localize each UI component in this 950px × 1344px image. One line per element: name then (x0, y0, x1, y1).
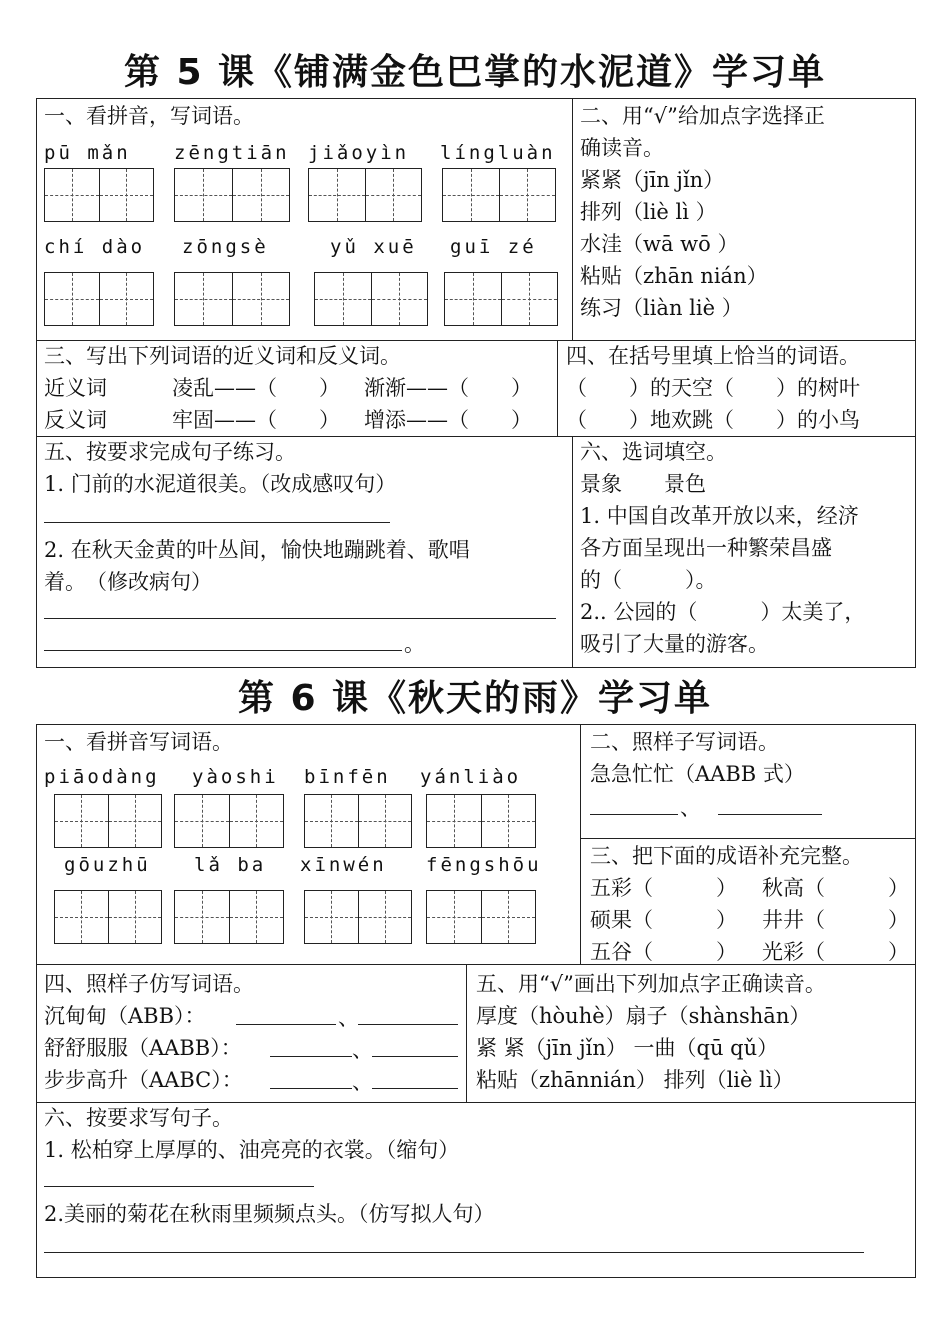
l5-s5-q1: 1. 门前的水泥道很美。（改成感叹句） (44, 472, 397, 496)
writing-grid[interactable] (54, 890, 162, 944)
l5-s4-heading: 四、在括号里填上恰当的词语。 (566, 344, 860, 368)
answer-line[interactable] (44, 522, 390, 523)
writing-grid[interactable] (174, 890, 284, 944)
l5-s1-pinyin: zēngtiān (174, 142, 290, 164)
answer-line[interactable] (270, 1056, 352, 1057)
l5-s1-pinyin: yǔ xuē (330, 236, 417, 258)
separator: 、 (352, 1038, 373, 1062)
l5-s2-heading: 二、用“√”给加点字选择正 (580, 104, 825, 128)
l6-s1-pinyin: gōuzhū (64, 854, 151, 876)
l5-s1-heading: 一、看拼音，写词语。 (44, 104, 254, 128)
pronunciation-item[interactable]: 排列（liè lì ） (580, 200, 717, 224)
l6-s2-example: 急急忙忙（AABB 式） (590, 762, 805, 786)
l6-s1-pinyin: bīnfēn (304, 766, 391, 788)
writing-grid[interactable] (54, 794, 162, 848)
separator: 、 (680, 796, 701, 820)
synonym-item[interactable]: 渐渐——（ ） (364, 376, 532, 400)
pronunciation-item[interactable]: 水洼（wā wō ） (580, 232, 739, 256)
l5-s6-q2-cont: 吸引了大量的游客。 (580, 632, 769, 656)
answer-line[interactable] (236, 1024, 336, 1025)
answer-line[interactable] (590, 814, 678, 815)
idiom-blank[interactable]: 光彩（ ） (762, 940, 909, 964)
writing-grid[interactable] (444, 272, 558, 326)
l5-s6-q2[interactable]: 2.. 公园的（ ）太美了， (580, 600, 866, 624)
fill-blank-row[interactable]: （ ）的天空（ ）的树叶 (566, 376, 860, 400)
l5-s1-pinyin: zōngsè (182, 236, 269, 258)
l6-s1-pinyin: fēngshōu (426, 854, 542, 876)
pronunciation-row[interactable]: 厚度（hòuhè）扇子（shànshān） (476, 1004, 811, 1028)
writing-grid[interactable] (304, 794, 412, 848)
writing-grid[interactable] (308, 168, 422, 222)
l6-s6-heading: 六、按要求写句子。 (44, 1106, 233, 1130)
writing-grid[interactable] (426, 890, 536, 944)
l6-s1-pinyin: yàoshi (192, 766, 279, 788)
writing-grid[interactable] (314, 272, 428, 326)
answer-line[interactable] (270, 1088, 352, 1089)
antonym-item[interactable]: 增添——（ ） (364, 408, 532, 432)
answer-line[interactable] (372, 1056, 458, 1057)
l5-s1-pinyin: chí dào (44, 236, 146, 258)
writing-grid[interactable] (174, 794, 284, 848)
idiom-blank[interactable]: 秋高（ ） (762, 876, 909, 900)
answer-line[interactable] (358, 1024, 458, 1025)
pattern-label: 沉甸甸（ABB）： (44, 1004, 206, 1028)
l5-s1-pinyin: língluàn (440, 142, 556, 164)
l6-s6-q1: 1. 松柏穿上厚厚的、油亮亮的衣裳。（缩句） (44, 1138, 460, 1162)
synonym-item[interactable]: 凌乱——（ ） (172, 376, 340, 400)
l6-s2-heading: 二、照样子写词语。 (590, 730, 779, 754)
l5-s5-heading: 五、按要求完成句子练习。 (44, 440, 296, 464)
writing-grid[interactable] (44, 168, 154, 222)
pronunciation-row[interactable]: 粘贴（zhānnián） 排列（liè lì） (476, 1068, 794, 1092)
answer-line[interactable] (44, 1252, 864, 1253)
pattern-label: 步步高升（AABC）： (44, 1068, 243, 1092)
l5-s5-q2-cont: 着。 （修改病句） (44, 570, 212, 594)
idiom-blank[interactable]: 五彩（ ） (590, 876, 737, 900)
l5-s1-pinyin: pū mǎn (44, 142, 131, 164)
l5-s6-heading: 六、选词填空。 (580, 440, 727, 464)
l5-s6-q1-blank[interactable]: 的（ ）。 (580, 568, 717, 592)
answer-line[interactable] (44, 1186, 314, 1187)
pronunciation-item[interactable]: 粘贴（zhān nián） (580, 264, 768, 288)
pronunciation-item[interactable]: 紧紧（jīn jǐn） (580, 168, 725, 192)
word-choices: 景象 景色 (580, 472, 706, 496)
pattern-label: 舒舒服服（AABB）： (44, 1036, 242, 1060)
l6-s1-heading: 一、看拼音写词语。 (44, 730, 233, 754)
writing-grid[interactable] (44, 272, 154, 326)
lesson5-title: 第 5 课《铺满金色巴掌的水泥道》学习单 (123, 52, 827, 93)
synonym-label: 近义词 (44, 376, 107, 400)
l5-s5-q2: 2. 在秋天金黄的叶丛间，愉快地蹦跳着、歌唱 (44, 538, 470, 562)
answer-line[interactable] (372, 1088, 458, 1089)
writing-grid[interactable] (442, 168, 556, 222)
l6-s4-heading: 四、照样子仿写词语。 (44, 972, 254, 996)
answer-line[interactable] (44, 650, 402, 651)
l5-s3-heading: 三、写出下列词语的近义词和反义词。 (44, 344, 401, 368)
l6-s6-q2: 2.美丽的菊花在秋雨里频频点头。（仿写拟人句） (44, 1202, 495, 1226)
l5-s1-pinyin: jiǎoyìn (308, 142, 410, 164)
lesson6-title: 第 6 课《秋天的雨》学习单 (237, 678, 713, 719)
separator: 、 (338, 1006, 359, 1030)
fill-blank-row[interactable]: （ ）地欢跳（ ）的小鸟 (566, 408, 860, 432)
antonym-item[interactable]: 牢固——（ ） (172, 408, 340, 432)
l6-s1-pinyin: yánliào (420, 766, 522, 788)
pronunciation-row[interactable]: 紧 紧（jīn jǐn） 一曲（qū qǔ） (476, 1036, 779, 1060)
pronunciation-item[interactable]: 练习（liàn liè ） (580, 296, 743, 320)
antonym-label: 反义词 (44, 408, 107, 432)
idiom-blank[interactable]: 五谷（ ） (590, 940, 737, 964)
separator: 、 (352, 1070, 373, 1094)
writing-grid[interactable] (174, 272, 290, 326)
l6-s5-heading: 五、用“√”画出下列加点字正确读音。 (476, 972, 826, 996)
period-mark: 。 (404, 632, 425, 656)
l6-s1-pinyin: piāodàng (44, 766, 160, 788)
l5-s2-heading-cont: 确读音。 (580, 136, 664, 160)
idiom-blank[interactable]: 硕果（ ） (590, 908, 737, 932)
l5-s1-pinyin: guī zé (450, 236, 537, 258)
writing-grid[interactable] (426, 794, 536, 848)
l6-s3-heading: 三、把下面的成语补充完整。 (590, 844, 863, 868)
l5-s6-q1: 1. 中国自改革开放以来，经济 (580, 504, 859, 528)
l6-s1-pinyin: lǎ ba (194, 854, 267, 876)
idiom-blank[interactable]: 井井（ ） (762, 908, 909, 932)
answer-line[interactable] (718, 814, 822, 815)
writing-grid[interactable] (174, 168, 290, 222)
l6-s1-pinyin: xīnwén (300, 854, 387, 876)
answer-line[interactable] (44, 618, 556, 619)
writing-grid[interactable] (304, 890, 412, 944)
l5-s6-q1-cont: 各方面呈现出一种繁荣昌盛 (580, 536, 832, 560)
